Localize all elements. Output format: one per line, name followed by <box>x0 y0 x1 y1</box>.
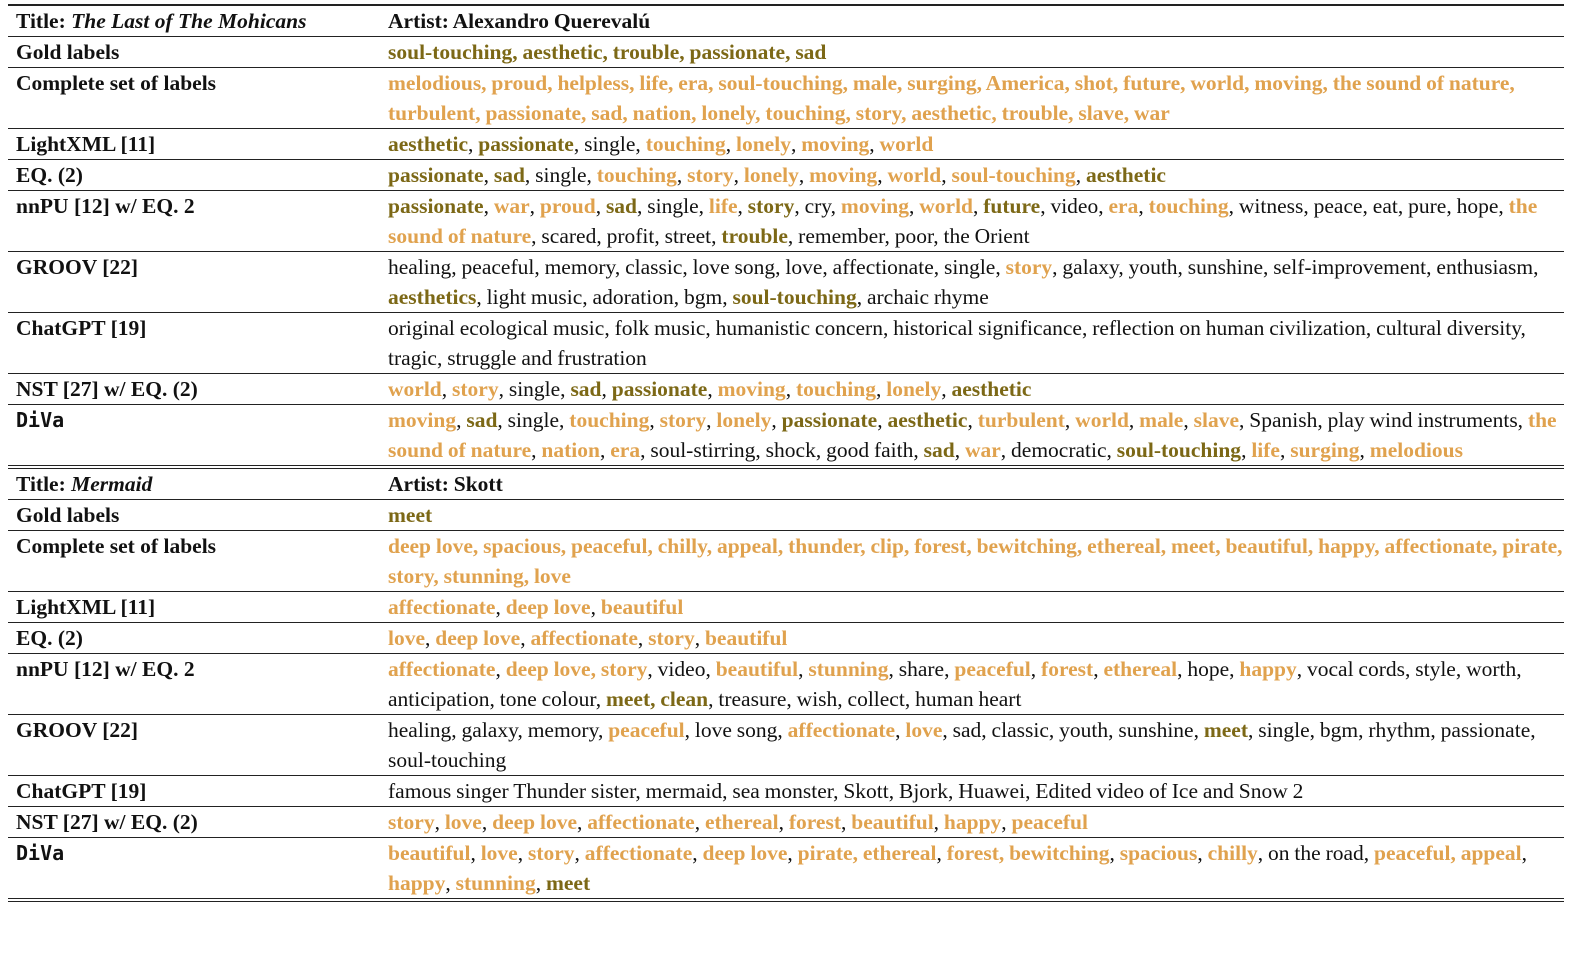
complete-set-label: affectionate <box>584 841 693 865</box>
other-label-text: , <box>941 163 952 187</box>
method-label: LightXML [11] <box>16 595 156 619</box>
other-label-text: , share, <box>888 657 955 681</box>
table-row <box>8 500 1564 531</box>
other-label-text: , <box>1241 438 1252 462</box>
other-label-text: , <box>468 132 479 156</box>
gold-label: meet <box>1203 718 1248 742</box>
complete-set-label: touching <box>1148 194 1229 218</box>
complete-set-label: war <box>964 438 1001 462</box>
complete-set-label: peaceful, appeal <box>1374 841 1522 865</box>
method-label-cell <box>8 405 380 468</box>
complete-set-label: touching <box>795 377 876 401</box>
complete-set-label: forest <box>788 810 841 834</box>
complete-set-label: turbulent <box>977 408 1065 432</box>
method-label: nnPU [12] w/ EQ. 2 <box>16 194 195 218</box>
complete-set-label: deep love <box>435 626 521 650</box>
other-label-text: , <box>1128 408 1140 432</box>
method-label-cell <box>8 807 380 838</box>
other-label-text: , <box>707 377 718 401</box>
other-label-text: , <box>1075 163 1086 187</box>
other-label-text: , <box>529 194 540 218</box>
gold-label: story <box>747 194 795 218</box>
gold-label: aesthetics <box>388 285 477 309</box>
complete-set-label: male <box>1139 408 1184 432</box>
labels-cell <box>380 776 1564 807</box>
other-label-text: , <box>676 163 688 187</box>
other-label-text: , <box>877 163 888 187</box>
other-label-text: , video, <box>647 657 716 681</box>
complete-set-label: forest <box>1041 657 1094 681</box>
table-row <box>8 838 1564 901</box>
labels-cell <box>380 654 1564 715</box>
complete-set-label: world <box>388 377 442 401</box>
complete-set-label: story <box>527 841 575 865</box>
other-label-text: , <box>637 626 649 650</box>
complete-set-label: beautiful <box>704 626 788 650</box>
labels-cell <box>380 807 1564 838</box>
labels-cell <box>380 252 1564 313</box>
gold-label: trouble <box>721 224 788 248</box>
method-label-cell <box>8 191 380 252</box>
other-label-text: , <box>1064 408 1076 432</box>
labels-cell <box>380 374 1564 405</box>
labels-cell <box>380 405 1564 468</box>
other-label-text: , <box>787 841 798 865</box>
method-label-cell <box>8 715 380 776</box>
other-label-text: , single, <box>573 132 646 156</box>
labels-cell <box>380 37 1564 68</box>
other-label-text: , <box>1001 810 1012 834</box>
method-label: nnPU [12] w/ EQ. 2 <box>16 657 195 681</box>
method-label-cell <box>8 313 380 374</box>
other-label-text: , Spanish, play wind instruments, <box>1239 408 1528 432</box>
other-label-text: , <box>445 871 456 895</box>
complete-set-label: touching <box>645 132 726 156</box>
complete-set-label: story <box>659 408 707 432</box>
complete-set-label: beautiful <box>600 595 684 619</box>
complete-set-label: slave <box>1193 408 1239 432</box>
complete-set-label: stunning <box>808 657 889 681</box>
complete-set-label: love <box>388 626 426 650</box>
gold-label: sad <box>570 377 602 401</box>
artist-cell: Artist: Alexandro Querevalú <box>380 5 1564 37</box>
complete-set-label: soul-touching <box>951 163 1076 187</box>
other-label-text: , <box>1093 657 1104 681</box>
labels-cell <box>380 500 1564 531</box>
labels-cell <box>380 623 1564 654</box>
other-label-text: , remember, poor, the Orient <box>787 224 1030 248</box>
complete-set-label: spacious <box>1119 841 1198 865</box>
other-label-text: , <box>733 163 744 187</box>
method-label: DiVa <box>16 408 65 432</box>
other-label-text: , single, <box>498 377 571 401</box>
other-label-text: , <box>441 377 452 401</box>
complete-set-label: moving <box>809 163 878 187</box>
complete-set-label: ethereal <box>1103 657 1178 681</box>
other-label-text: , <box>967 408 978 432</box>
method-label-cell <box>8 129 380 160</box>
gold-label: sad <box>466 408 498 432</box>
other-label-text: , <box>954 438 965 462</box>
other-label-text: famous singer Thunder sister, mermaid, sea monster, Skott, Bjork, Huawei, Edited video of Ice and Snow 2 <box>388 779 1304 803</box>
other-label-text: , <box>692 841 703 865</box>
complete-set-label: nation <box>541 438 600 462</box>
complete-set-label: deep love <box>492 810 578 834</box>
labels-cell <box>380 313 1564 374</box>
table-row <box>8 531 1564 592</box>
gold-label: aesthetic <box>887 408 968 432</box>
other-label-text: , <box>933 810 944 834</box>
gold-label: passionate <box>478 132 574 156</box>
other-label-text: , <box>517 841 528 865</box>
other-label-text: , on the road, <box>1257 841 1375 865</box>
method-label: EQ. (2) <box>16 626 83 650</box>
other-label-text: , <box>941 377 952 401</box>
other-label-text: , sad, classic, youth, sunshine, <box>942 718 1204 742</box>
complete-set-label: story <box>452 377 499 401</box>
artist-cell: Artist: Skott <box>380 467 1564 500</box>
complete-set-label: era <box>1108 194 1139 218</box>
method-label-cell <box>8 500 380 531</box>
song-title: The Last of The Mohicans <box>71 9 307 33</box>
complete-set-label: world <box>887 163 942 187</box>
gold-label: passionate <box>388 163 484 187</box>
other-label-text: , single, <box>637 194 709 218</box>
complete-set-label: moving <box>388 408 457 432</box>
other-label-text: , <box>595 194 606 218</box>
labels-cell <box>380 129 1564 160</box>
complete-set-label: beautiful <box>851 810 934 834</box>
complete-set-label: moving <box>840 194 910 218</box>
method-label: LightXML [11] <box>16 132 156 156</box>
method-label-cell <box>8 592 380 623</box>
labels-cell <box>380 531 1564 592</box>
method-label: GROOV [22] <box>16 718 139 742</box>
other-label-text: , <box>531 438 542 462</box>
complete-set-label: peaceful <box>1011 810 1088 834</box>
table-row <box>8 715 1564 776</box>
song-title-cell <box>8 5 380 37</box>
section-header-row <box>8 5 1564 37</box>
complete-set-label: beautiful <box>715 657 799 681</box>
complete-set-label: love <box>905 718 943 742</box>
table-row <box>8 776 1564 807</box>
other-label-text: , <box>481 810 493 834</box>
other-label-text: , single, <box>497 408 570 432</box>
complete-set-label: touching <box>569 408 650 432</box>
other-label-text: , <box>1279 438 1291 462</box>
complete-set-label: happy <box>1239 657 1297 681</box>
table-row <box>8 37 1564 68</box>
complete-set-label: affectionate <box>587 810 695 834</box>
other-label-text: , <box>840 810 852 834</box>
complete-set-label: peaceful <box>608 718 685 742</box>
method-label: EQ. (2) <box>16 163 83 187</box>
other-label-text: , witness, peace, eat, pure, hope, <box>1228 194 1509 218</box>
other-label-text: healing, galaxy, memory, <box>388 718 609 742</box>
table-row <box>8 129 1564 160</box>
other-label-text: , <box>1030 657 1042 681</box>
other-label-text: , hope, <box>1177 657 1240 681</box>
song-title-prefix: Title: <box>16 9 72 33</box>
complete-set-label: deep love <box>505 595 591 619</box>
other-label-text: , <box>520 626 531 650</box>
complete-set-label: lonely <box>886 377 942 401</box>
other-label-text: , <box>771 408 782 432</box>
other-label-text: , <box>1183 408 1194 432</box>
other-label-text: healing, peaceful, memory, classic, love song, love, affectionate, single, <box>388 255 1006 279</box>
method-label-cell <box>8 374 380 405</box>
complete-set-label: pirate, ethereal <box>797 841 937 865</box>
other-label-text: , scared, profit, street, <box>531 224 722 248</box>
complete-set-label: story <box>1005 255 1053 279</box>
method-label-cell <box>8 776 380 807</box>
labels-cell <box>380 715 1564 776</box>
other-label-text: , <box>973 194 984 218</box>
method-label: GROOV [22] <box>16 255 139 279</box>
labels-cell <box>380 838 1564 901</box>
complete-set-label: beautiful <box>388 841 471 865</box>
complete-set-label: era <box>610 438 641 462</box>
complete-set-label: proud <box>539 194 596 218</box>
other-label-text: , <box>694 626 705 650</box>
other-label-text: , <box>1359 438 1370 462</box>
table-row <box>8 252 1564 313</box>
other-label-text: , <box>470 841 481 865</box>
gold-label: meet <box>388 503 433 527</box>
other-label-text: , <box>909 194 920 218</box>
complete-set-label: affectionate <box>530 626 638 650</box>
other-label-text: , <box>778 810 789 834</box>
labels-cell <box>380 68 1564 129</box>
other-label-text: , democratic, <box>1000 438 1117 462</box>
method-label: NST [27] w/ EQ. (2) <box>16 377 198 401</box>
method-label-cell <box>8 37 380 68</box>
other-label-text: , <box>798 657 809 681</box>
other-label-text: , <box>1138 194 1149 218</box>
complete-set-label: deep love, story <box>505 657 648 681</box>
method-label-cell <box>8 252 380 313</box>
other-label-text: , light music, adoration, bgm, <box>476 285 733 309</box>
other-label-text: , soul-stirring, shock, good faith, <box>640 438 924 462</box>
complete-set-label: story <box>388 810 435 834</box>
song-title: Mermaid <box>71 472 153 496</box>
other-label-text: , galaxy, youth, sunshine, self-improvement, enthusiasm, <box>1052 255 1539 279</box>
complete-set-label: forest, bewitching <box>946 841 1110 865</box>
other-label-text: original ecological music, folk music, humanistic concern, historical significance, reflection on human civilization, cultural diversity, tragic, struggle and frustration <box>388 316 1526 370</box>
method-label-cell <box>8 838 380 901</box>
method-label: Complete set of labels <box>16 71 217 95</box>
gold-label: aesthetic <box>951 377 1032 401</box>
other-label-text: , <box>1109 841 1120 865</box>
complete-set-label: peaceful <box>954 657 1031 681</box>
other-label-text: , video, <box>1040 194 1109 218</box>
other-label-text: , <box>601 377 612 401</box>
section-header-row <box>8 467 1564 500</box>
complete-set-label: happy <box>388 871 446 895</box>
other-label-text: , <box>456 408 467 432</box>
table-row <box>8 191 1564 252</box>
gold-label: passionate <box>781 408 878 432</box>
table-row <box>8 807 1564 838</box>
complete-set-label: surging <box>1290 438 1360 462</box>
gold-label: soul-touching, aesthetic, trouble, passionate, sad <box>388 40 827 64</box>
other-label-text: , <box>725 132 736 156</box>
gold-label: meet, clean <box>605 687 709 711</box>
other-label-text: , <box>737 194 748 218</box>
table-row <box>8 160 1564 191</box>
gold-label: sad <box>605 194 638 218</box>
method-label-cell <box>8 68 380 129</box>
method-label-cell <box>8 654 380 715</box>
other-label-text: , single, <box>524 163 597 187</box>
other-label-text: , <box>706 408 717 432</box>
other-label-text: , <box>599 438 611 462</box>
gold-label: passionate <box>388 194 484 218</box>
other-label-text: , vocal cords, style, worth, anticipation, tone colour, <box>388 657 1522 711</box>
complete-set-label: deep love <box>702 841 788 865</box>
complete-set-label: life <box>708 194 738 218</box>
gold-label: soul-touching <box>1116 438 1242 462</box>
other-label-text: , archaic rhyme <box>856 285 989 309</box>
other-label-text: , <box>483 163 494 187</box>
method-label: NST [27] w/ EQ. (2) <box>16 810 198 834</box>
method-label-cell <box>8 160 380 191</box>
complete-set-label: chilly <box>1207 841 1258 865</box>
other-label-text: , <box>936 841 947 865</box>
complete-set-label: world <box>919 194 974 218</box>
other-label-text: , <box>434 810 445 834</box>
gold-label: sad <box>493 163 525 187</box>
method-label-cell <box>8 531 380 592</box>
method-label: Gold labels <box>16 40 120 64</box>
other-label-text: , <box>483 194 494 218</box>
label-comparison-table <box>8 4 1564 902</box>
table-row <box>8 68 1564 129</box>
complete-set-label: stunning <box>455 871 536 895</box>
other-label-text: , <box>535 871 546 895</box>
labels-cell <box>380 160 1564 191</box>
other-label-text: , <box>425 626 436 650</box>
complete-set-label: love <box>480 841 518 865</box>
complete-set-label: touching <box>596 163 677 187</box>
table-row <box>8 592 1564 623</box>
method-label: Complete set of labels <box>16 534 217 558</box>
song-title-cell <box>8 467 380 500</box>
complete-set-label: melodious <box>1369 438 1463 462</box>
gold-label: aesthetic <box>1085 163 1166 187</box>
method-label: Gold labels <box>16 503 120 527</box>
other-label-text: , <box>649 408 660 432</box>
other-label-text: , <box>1197 841 1208 865</box>
table-row <box>8 405 1564 468</box>
method-label: ChatGPT [19] <box>16 316 147 340</box>
labels-cell <box>380 191 1564 252</box>
other-label-text: , single, bgm, rhythm, passionate, soul-touching <box>388 718 1536 772</box>
other-label-text: , <box>790 132 802 156</box>
other-label-text: , <box>574 841 585 865</box>
complete-set-label: happy <box>943 810 1002 834</box>
table-row <box>8 313 1564 374</box>
complete-set-label: the sound of nature <box>388 194 1538 248</box>
table-row <box>8 623 1564 654</box>
table-body <box>8 5 1564 900</box>
other-label-text: , cry, <box>794 194 841 218</box>
other-label-text: , <box>495 657 506 681</box>
complete-set-label: the sound of nature <box>388 408 1557 462</box>
other-label-text: , treasure, wish, collect, human heart <box>708 687 1022 711</box>
labels-cell <box>380 592 1564 623</box>
other-label-text: , <box>694 810 705 834</box>
other-label-text: , <box>798 163 810 187</box>
method-label-cell <box>8 623 380 654</box>
gold-label: aesthetic <box>388 132 468 156</box>
complete-set-label: world <box>1075 408 1129 432</box>
other-label-text: , <box>495 595 506 619</box>
complete-set-label: moving <box>717 377 786 401</box>
complete-set-label: ethereal <box>704 810 779 834</box>
complete-set-label: affectionate <box>388 595 496 619</box>
complete-set-label: lonely <box>736 132 791 156</box>
table-row <box>8 374 1564 405</box>
complete-set-label: life <box>1251 438 1280 462</box>
complete-set-label: lonely <box>716 408 772 432</box>
other-label-text: , <box>590 595 601 619</box>
gold-label: future <box>983 194 1041 218</box>
gold-label: soul-touching <box>732 285 857 309</box>
complete-set-label: love <box>444 810 482 834</box>
other-label-text: , <box>877 408 888 432</box>
gold-label: meet <box>545 871 591 895</box>
complete-set-label: story <box>687 163 734 187</box>
complete-set-label: moving <box>801 132 870 156</box>
complete-set-label: affectionate <box>388 657 496 681</box>
other-label-text: , <box>577 810 588 834</box>
complete-set-label: world <box>879 132 934 156</box>
table-row <box>8 654 1564 715</box>
other-label-text: , <box>876 377 887 401</box>
label-comparison-table-container <box>8 4 1564 902</box>
complete-set-label: story <box>648 626 695 650</box>
complete-set-label: deep love, spacious, peaceful, chilly, appeal, thunder, clip, forest, bewitching, ethereal, meet, beautiful, happy, affectionate, pirate, story, stunning, love <box>388 534 1563 588</box>
song-title-prefix: Title: <box>16 472 72 496</box>
other-label-text: , <box>785 377 796 401</box>
method-label: ChatGPT [19] <box>16 779 147 803</box>
other-label-text: , <box>869 132 880 156</box>
other-label-text: , <box>1521 841 1527 865</box>
other-label-text: , love song, <box>684 718 788 742</box>
complete-set-label: lonely <box>743 163 799 187</box>
other-label-text: , <box>895 718 906 742</box>
gold-label: passionate <box>611 377 708 401</box>
method-label: DiVa <box>16 841 65 865</box>
complete-set-label: melodious, proud, helpless, life, era, soul-touching, male, surging, America, shot, future, world, moving, the sound of nature, turbulent, passionate, sad, nation, lonely, touching, story, aesthetic, trouble, slave, war <box>388 71 1515 125</box>
complete-set-label: affectionate <box>787 718 896 742</box>
complete-set-label: war <box>493 194 530 218</box>
gold-label: sad <box>923 438 955 462</box>
